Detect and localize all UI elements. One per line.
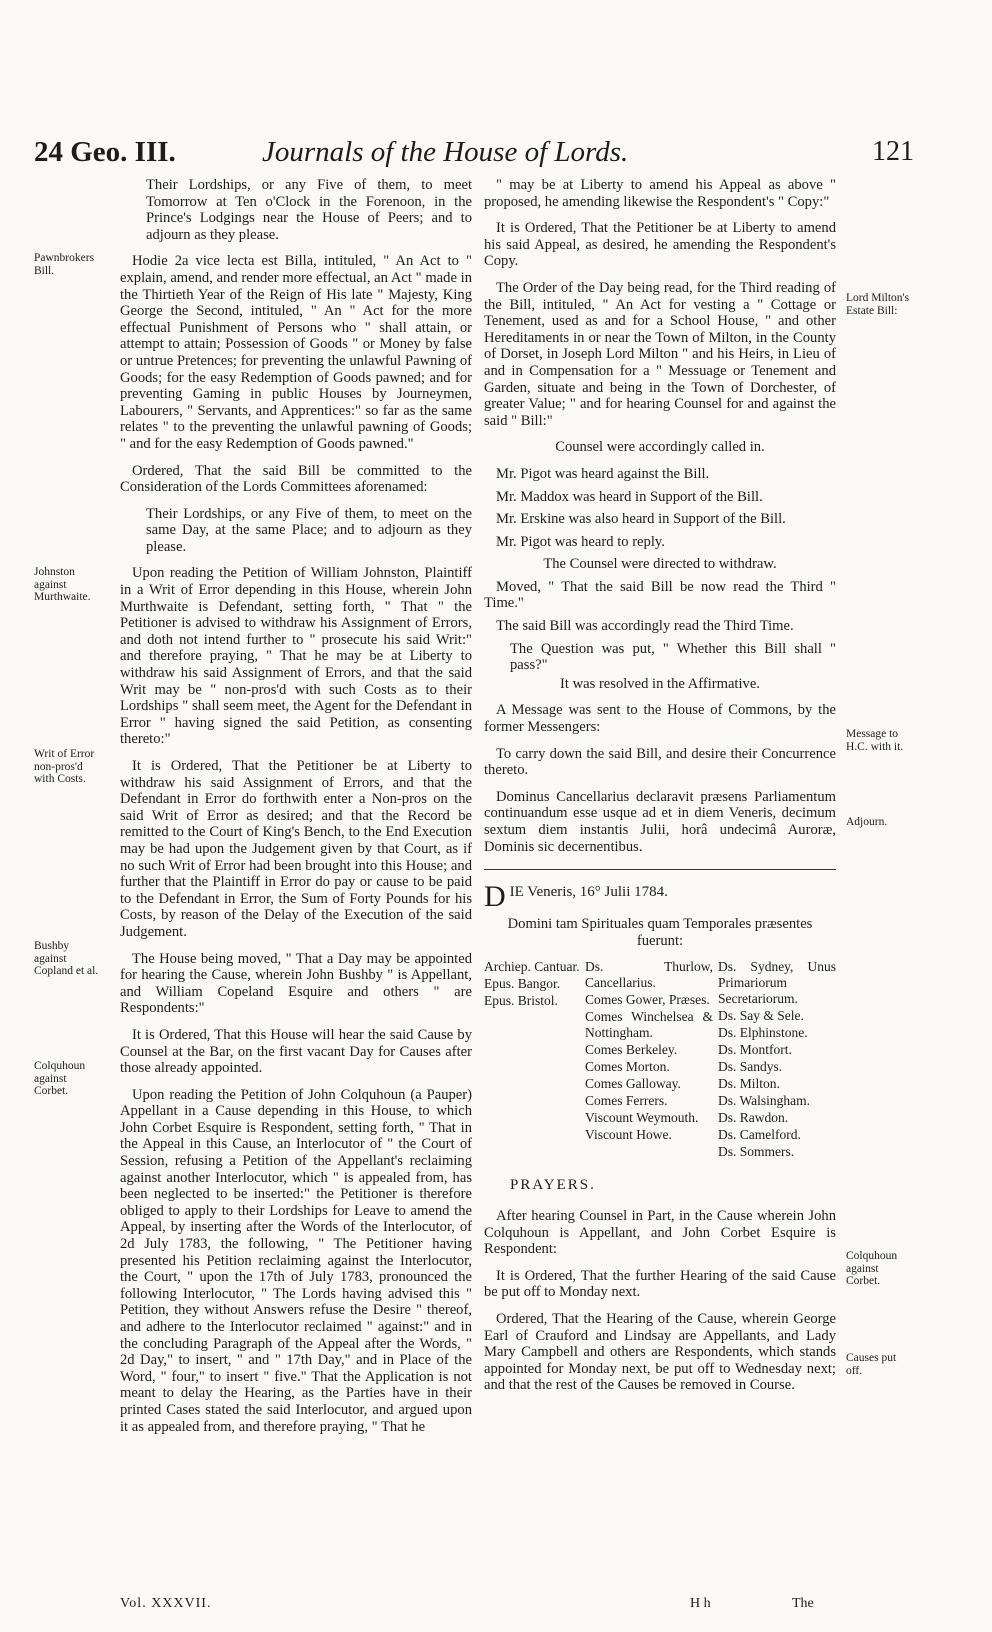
margin-note: Bushby against Copland et al. (34, 940, 99, 977)
section-rule (484, 869, 836, 870)
list-item: Comes Berkeley. (585, 1042, 678, 1058)
journal-title: Journals of the House of Lords. (262, 136, 629, 168)
margin-note: Lord Milton's Estate Bill: (846, 292, 910, 317)
sitting-date: IE Veneris, 16° Julii 1784. (509, 884, 668, 901)
catchword: The (792, 1596, 814, 1611)
paragraph: Counsel were accordingly called in. (555, 439, 765, 456)
paragraph: After hearing Counsel in Part, in the Cause wherein John Colquhoun is Appellant, and John Corbet Esquire is Respondent: (484, 1207, 836, 1258)
paragraph: Moved, " That the said Bill be now read the Third " Time." (484, 578, 836, 612)
list-item: Ds. Elphinstone. (718, 1025, 808, 1041)
margin-note: Colquhoun against Corbet. (34, 1060, 86, 1097)
list-item: Comes Morton. (585, 1059, 670, 1075)
paragraph: The Counsel were directed to withdraw. (543, 556, 777, 573)
paragraph: Upon reading the Petition of John Colquhoun (a Pauper) Appellant in a Cause depending in this House, to which John Corbet Esquire is Respondent, setting forth, " That in the Appeal in this Cause, an Interlocutor of " the Court of Session, refusing a Petition of the Appellant's reclaiming against another Interlocutor, which " is appealed from, has been neglected to be inserted:" the Petitioner is therefore obliged to apply to their Lordships for Leave to amend the Appeal, by inserting after the Words of the Interlocutor, of 2d July 1783, the following, " The Petitioner having presented his Petition reclaiming against the Interlocutor, the Court, " upon the 17th of July 1783, pronounced the following Interlocutor, " The Lords having advised this " Petition, they without Answers refuse the Desire " thereof, and adhere to the Interlocutor reclaimed " against:" and in the concluding Paragraph of the Appeal after the Words, " 2d Day," to insert, " and " 17th Day," and in Place of the Word, " four," to insert " five." That the Application is not meant to delay the Hearing, as the Parties have in their printed Cases stated the said Interlocutor, and argued upon it as appealed from, and therefore praying, " That he (120, 1086, 472, 1435)
list-item: Ds. Camelford. (718, 1127, 801, 1143)
paragraph: Their Lordships, or any Five of them, to meet on the same Day, at the same Place; and to adjourn as they please. (146, 505, 472, 555)
regnal-year: 24 Geo. III. (34, 136, 176, 168)
paragraph: Dominus Cancellarius declaravit præsens Parliamentum continuandum esse usque ad et in diem Veneris, decimum sextum diem instantis Julii, horâ undecimâ Auroræ, Dominis sic decernentibus. (484, 788, 836, 855)
paragraph: The Question was put, " Whether this Bill shall " pass?" (510, 640, 836, 674)
paragraph: A Message was sent to the House of Commons, by the former Messengers: (484, 702, 836, 736)
present-line: Domini tam Spirituales quam Temporales præsentes fuerunt: (507, 916, 813, 949)
paragraph: Hodie 2a vice lecta est Billa, intituled, " An Act to " explain, amend, and render more effectual, an Act " made in the Thirtieth Year of the Reign of His late " Majesty, King George the Second, intituled, " An " Act for the more effectual Punishment of Persons who " shall attain, or attempt to attain; Possession of Goods " or Money by false or untrue Pretences; for preventing the unlawful Pawning of Goods; for the easy Redemption of Goods pawned; and for preventing Gaming in public Houses by Journeymen, Labourers, " Servants, and Apprentices:" so far as the same relates " to the preventing the unlawful pawning of Goods; " and for the easy Redemption of Goods pawned." (120, 253, 472, 452)
margin-note: Causes put off. (846, 1352, 897, 1377)
list-item: Ds. Sandys. (718, 1059, 783, 1075)
volume-label: Vol. XXXVII. (120, 1596, 212, 1611)
left-column (120, 177, 472, 1445)
list-item: Comes Winchelsea & Nottingham. (585, 1009, 713, 1041)
lords-present-list (484, 959, 836, 1161)
list-item: Epus. Bangor. (484, 976, 561, 992)
margin-note: Pawnbrokers Bill. (34, 252, 95, 277)
paragraph: To carry down the said Bill, and desire their Concurrence thereto. (484, 745, 836, 779)
paragraph: Mr. Erskine was also heard in Support of the Bill. (496, 511, 786, 528)
paragraph: It is Ordered, That this House will hear the said Cause by Counsel at the Bar, on the first vacant Day for Causes after those already appointed. (120, 1026, 472, 1077)
paragraph: The said Bill was accordingly read the Third Time. (496, 618, 794, 635)
list-item: Archiep. Cantuar. (484, 959, 580, 975)
list-item: Ds. Rawdon. (718, 1110, 789, 1126)
paragraph: The Order of the Day being read, for the Third reading of the Bill, intituled, " An Act for vesting a " Cottage or Tenement, used as and for a School House, " and other Hereditaments in or near the Town of Milton, in the County of Dorset, in Joseph Lord Milton " and his Heirs, in Lieu of and in Compensation for a " Messuage or Tenement and Garden, situate and being in the Town of Dorchester, of greater Value; " and for hearing Counsel for and against the said " Bill:" (484, 279, 836, 429)
page-number: 121 (872, 136, 914, 167)
list-item: Ds. Walsingham. (718, 1093, 811, 1109)
list-item: Viscount Weymouth. (585, 1110, 699, 1126)
list-item: Comes Ferrers. (585, 1093, 668, 1109)
signature-mark: H h (690, 1596, 711, 1611)
prayers-heading: PRAYERS. (510, 1177, 596, 1194)
list-item: Ds. Say & Sele. (718, 1008, 804, 1024)
list-item: Ds. Milton. (718, 1076, 780, 1092)
margin-note: Colquhoun against Corbet. (846, 1250, 898, 1287)
paragraph: Ordered, That the Hearing of the Cause, wherein George Earl of Crauford and Lindsay are Appellants, and Lady Mary Campbell and others are Respondents, which stands appointed for Monday next, be put off to Wednesday next; and that the rest of the Causes be removed in Course. (484, 1310, 836, 1394)
paragraph: Mr. Pigot was heard to reply. (496, 533, 665, 550)
list-item: Ds. Thurlow, Cancellarius. (585, 959, 713, 991)
paragraph: Their Lordships, or any Five of them, to meet Tomorrow at Ten o'Clock in the Forenoon, in the Prince's Lodgings near the House of Peers; and to adjourn as they please. (146, 177, 472, 243)
margin-note: Writ of Error non-pros'd with Costs. (34, 748, 95, 785)
list-item: Comes Galloway. (585, 1076, 681, 1092)
paragraph: It is Ordered, That the Petitioner be at Liberty to amend his said Appeal, as desired, he amending the Respondent's Copy. (484, 220, 836, 270)
paragraph: Mr. Pigot was heard against the Bill. (496, 465, 710, 482)
list-item: Ds. Montfort. (718, 1042, 792, 1058)
list-item: Ds. Sommers. (718, 1144, 795, 1160)
paragraph: Ordered, That the said Bill be committed to the Consideration of the Lords Committees aforenamed: (120, 462, 472, 496)
paragraph: Upon reading the Petition of William Johnston, Plaintiff in a Writ of Error depending in this House, wherein John Murthwaite is Defendant, setting forth, " That " the Petitioner is advised to withdraw his Assignment of Errors, and doth not intend further to " prosecute his said Writ:" and therefore praying, " That he may be at Liberty to withdraw his said Assignment of Errors, and that the said Writ may be " non-pros'd with such Costs as to their Lordships " shall seem meet, the Agent for the Defendant in Error " having signed the said Petition, as consenting thereto:" (120, 565, 472, 748)
paragraph: It was resolved in the Affirmative. (560, 675, 760, 692)
list-column (484, 959, 580, 1161)
paragraph: It is Ordered, That the further Hearing of the said Cause be put off to Monday next. (484, 1267, 836, 1301)
drop-cap: D (484, 880, 506, 914)
paragraph: Mr. Maddox was heard in Support of the Bill. (496, 488, 763, 505)
margin-note: Message to H.C. with it. (846, 728, 904, 753)
paragraph: The House being moved, " That a Day may be appointed for hearing the Cause, wherein John Bushby " is Appellant, and William Copeland Esquire and others " are Respondents:" (120, 950, 472, 1017)
list-item: Viscount Howe. (585, 1127, 672, 1143)
list-item: Ds. Sydney, Unus Primariorum Secretariorum. (718, 959, 836, 1007)
list-column (718, 959, 836, 1161)
paragraph: It is Ordered, That the Petitioner be at Liberty to withdraw his said Assignment of Errors, and that the Defendant in Error do forthwith enter a Non-pros on the said Writ of Error as desired; and that the Record be remitted to the Court of King's Bench, to the End Execution may be had upon the Judgement given by that Court, as if no such Writ of Error had been brought into this House; and further that the Plaintiff in Error do pay or cause to be paid to the Defendant in Error, the Sum of Forty Pounds for his Costs, by reason of the Delay of the Execution of the said Judgement. (120, 758, 472, 940)
right-column (484, 177, 836, 1404)
margin-note: Johnston against Murthwaite. (34, 566, 91, 603)
list-column (585, 959, 713, 1161)
list-item: Comes Gower, Præses. (585, 992, 710, 1008)
page-header (34, 136, 914, 172)
margin-note: Adjourn. (846, 816, 888, 828)
list-item: Epus. Bristol. (484, 993, 558, 1009)
paragraph: " may be at Liberty to amend his Appeal as above " proposed, he amending likewise the Respondent's " Copy:" (484, 177, 836, 210)
sitting-heading (484, 880, 836, 914)
